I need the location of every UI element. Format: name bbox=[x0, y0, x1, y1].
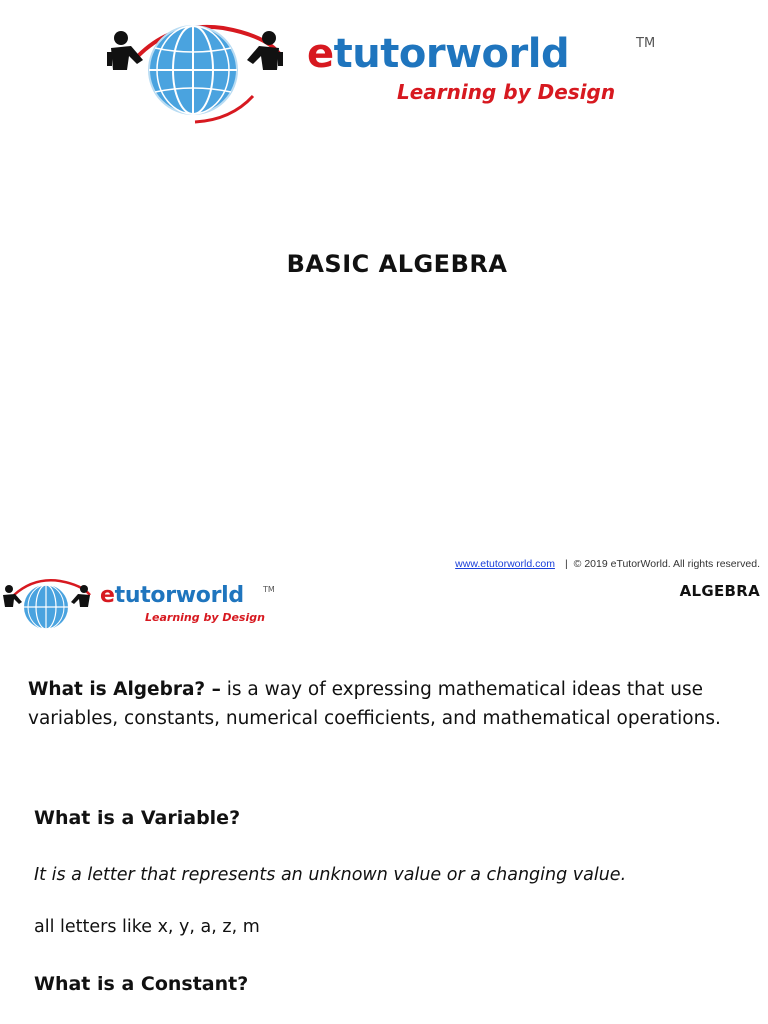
figure-left-icon bbox=[3, 585, 22, 607]
website-link[interactable]: www.etutorworld.com bbox=[455, 558, 555, 570]
figure-right-icon bbox=[71, 585, 90, 607]
footer-separator: | bbox=[564, 558, 568, 570]
algebra-answer: is a way of expressing mathematical ideas that use variables, constants, numerical coefficients, and mathematical operations. bbox=[28, 679, 721, 729]
variable-heading: What is a Variable? bbox=[34, 807, 241, 829]
brand-tagline: Learning by Design bbox=[397, 80, 616, 104]
content-slide bbox=[0, 555, 768, 1024]
section-label: ALGEBRA bbox=[679, 582, 760, 600]
slide-content bbox=[28, 675, 758, 995]
brand-tagline: Learning by Design bbox=[145, 611, 265, 624]
algebra-question: What is Algebra? – bbox=[28, 679, 221, 700]
figure-left-icon bbox=[107, 31, 143, 70]
variable-definition: It is a letter that represents an unknown value or a changing value. bbox=[34, 865, 627, 885]
trademark-mark: TM bbox=[263, 585, 275, 594]
slide-title: BASIC ALGEBRA bbox=[286, 250, 508, 278]
variable-examples: all letters like x, y, a, z, m bbox=[34, 917, 260, 937]
constant-heading: What is a Constant? bbox=[34, 973, 249, 995]
copyright-text: © 2019 eTutorWorld. All rights reserved. bbox=[573, 558, 760, 570]
footer-line bbox=[455, 558, 760, 570]
brand-wordmark: etutorworld bbox=[307, 31, 570, 77]
algebra-definition bbox=[28, 675, 758, 733]
brand-wordmark: etutorworld bbox=[100, 583, 244, 608]
globe-logo-icon bbox=[0, 577, 96, 633]
trademark-mark: TM bbox=[636, 36, 656, 51]
